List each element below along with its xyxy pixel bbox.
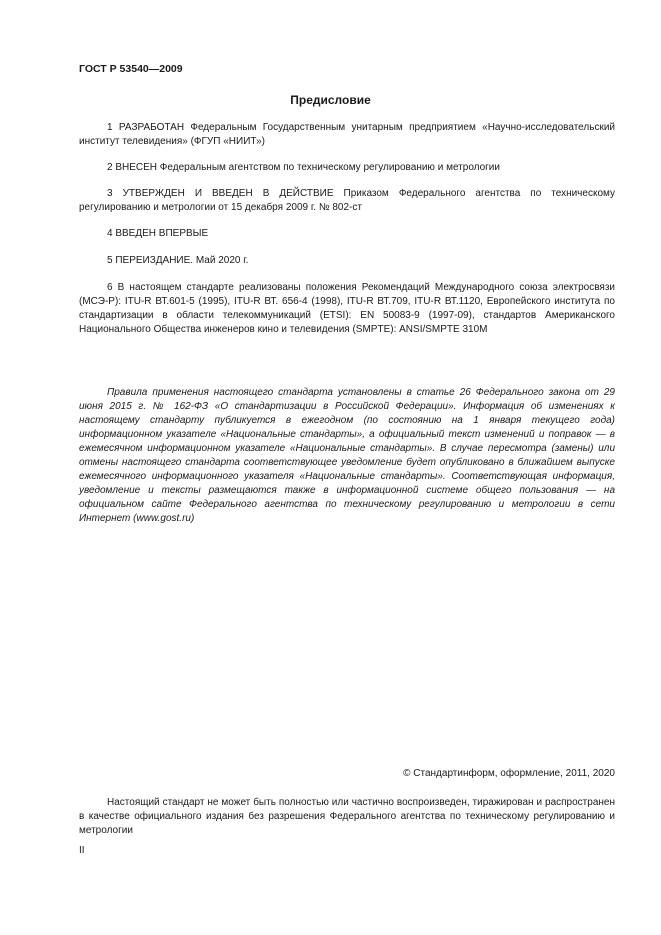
notice-text: Правила применения настоящего стандарта установлены в статье 26 Федерального закона от 29 июня 2015 г. № 162-ФЗ «О стандартизации в Российской Федерации». Информация об изменениях к настоящему стандарту публикуется в ежегодном (по состоянию на 1 января текущего года) информационном указателе «Национальные стандарты», а официальный текст изменений и поправок — в ежемесячном информационном указателе «Национальные стандарты». В случае пересмотра (замены) или отмены настоящего стандарта соответствующее уведомление будет опубликовано в ближайшем выпуске ежемесячного информационного указателя «Национальные стандарты». Соответствующая информация, уведомление и тексты размещаются также в информационной системе общего пользования — на официальном сайте Федерального агентства по техническому регулированию и метрологии в сети Интернет (www.gost.ru) (79, 387, 615, 524)
preface-paragraph: 6 В настоящем стандарте реализованы положения Рекомендаций Международного союза электросвязи (МСЭ-Р): ITU-R ВТ.601-5 (1995), ITU-R ВТ. 656-4 (1998), ITU-R ВТ.709, ITU-R ВТ.1120, Европейского института по стандартизации в области телекоммуникаций (ETSI): EN 50083-9 (1997-09), стандартов Американского Национального Общества инженеров кино и телевидения (SMPTE): ANSI/SMPTE 310M (79, 282, 615, 335)
page-title: Предисловие (290, 93, 371, 107)
copyright-line: © Стандартинформ, оформление, 2011, 2020 (403, 768, 615, 779)
preface-item-4 (79, 227, 615, 241)
reproduction-notice: Настоящий стандарт не может быть полностью или частично воспроизведен, тиражирован и распространен в качестве официального издания без разрешения Федерального агентства по техническому регулированию и метрологии (79, 797, 615, 836)
preface-paragraph: 2 ВНЕСЕН Федеральным агентством по техническому регулированию и метрологии (107, 162, 500, 173)
page-number: II (79, 845, 85, 856)
preface-item-5 (79, 254, 615, 268)
preface-item-3 (79, 187, 615, 215)
notice-block (79, 386, 615, 526)
preface-paragraph: 1 РАЗРАБОТАН Федеральным Государственным унитарным предприятием «Научно-исследовательский институт телевидения» (ФГУП «НИИТ») (79, 122, 615, 147)
preface-item-6 (79, 281, 615, 337)
preface-paragraph: 4 ВВЕДЕН ВПЕРВЫЕ (107, 228, 209, 239)
preface-paragraph: 3 УТВЕРЖДЕН И ВВЕДЕН В ДЕЙСТВИЕ Приказом Федерального агентства по техническому регулированию и метрологии от 15 декабря 2009 г. № 802-ст (79, 188, 615, 213)
preface-item-1 (79, 121, 615, 149)
standard-code: ГОСТ Р 53540—2009 (79, 63, 183, 75)
preface-paragraph: 5 ПЕРЕИЗДАНИЕ. Май 2020 г. (107, 255, 249, 266)
preface-item-2 (79, 161, 615, 175)
